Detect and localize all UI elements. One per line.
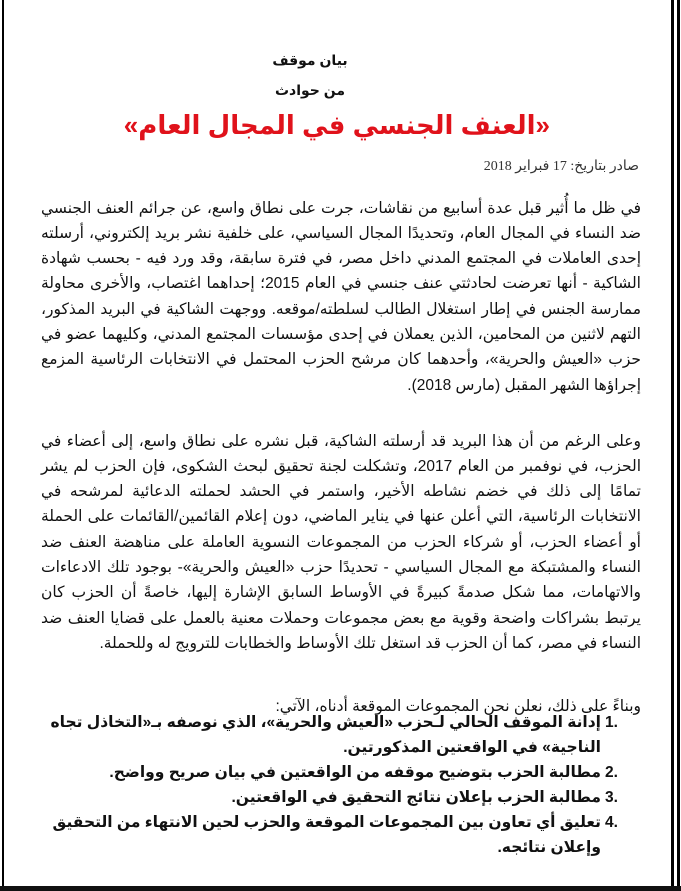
decision-item [41,760,641,785]
decision-item [41,710,641,760]
issued-date: صادر بتاريخ: 17 فبراير 2018 [483,159,639,174]
decision-text: إدانة الموقف الحالي لـحزب «العيش والحرية»، الذي نوصفه بـ«التخاذل تجاه الناجية» في الواقعتين المذكورتين. [50,714,601,756]
decision-number: 2. [605,764,618,781]
decision-text: مطالبة الحزب بإعلان نتائج التحقيق في الواقعتين. [231,789,601,806]
decision-number: 3. [605,789,618,806]
header-statement-label: بيان موقف [272,52,348,68]
decision-item [41,785,641,810]
decision-text: مطالبة الحزب بتوضيح موقفه من الواقعتين في بيان صريح وواضح. [109,764,601,781]
document-title: «العنف الجنسي في المجال العام» [123,110,550,140]
paragraph-2: وعلى الرغم من أن هذا البريد قد أرسلته الشاكية، قبل نشره على نطاق واسع، إلى أعضاء في الحزب، في نوفمبر من العام 2017، وتشكلت لجنة تحقيق لبحث الشكوى، فإن الحزب لم يشر تمامًا إلى ذلك في خضم نشاطه الأخير، واستمر في الحشد لحملته الدعائية لمرشحه في الانتخابات الرئاسية، التي أعلن عنها في يناير الماضي، دون إعلام القائمين/القائمات على الحملة أو أعضاء الحزب، أو شركاء الحزب من المجموعات النسوية العاملة على مناهضة العنف ضد النساء والمشتبكة مع المجال السياسي - تحديدًا حزب «العيش والحرية»- بوجود تلك الادعاءات والاتهامات، مما شكل صدمةً كبيرةً في الأوساط السابق الإشارة إليها، خاصةً أن الحزب كان يرتبط بشراكات واضحة وقوية مع بعض مجموعات وحملات معنية بالعمل على قضايا العنف ضد النساء في مصر، كما أن الحزب قد استغل تلك الأوساط والخطابات للترويج له وللحملة. [41,432,642,652]
page-border-bottom [0,886,681,891]
paragraph-1: في ظل ما أُثير قبل عدة أسابيع من نقاشات، جرت على نطاق واسع، عن جرائم العنف الجنسي ضد النساء في المجال العام، وتحديدًا المجال السياسي، على خلفية نشر بريد إلكتروني، أرسلته إحدى العاملات في المجتمع المدني داخل مصر، في فترة سابقة، وقد ورد فيه - بحسب شهادة الشاكية - أنها تعرضت لحادثتي عنف جنسي في العام 2015؛ إحداهما اغتصاب، والأخرى محاولة ممارسة الجنس في إطار استغلال الطالب لسلطته/موقعه. ووجهت الشاكية في البريد المذكور، التهم لاثنين من المحامين، الذين يعملان في إحدى مؤسسات المجتمع المدني، وكليهما عضو في حزب «العيش والحرية»، وأحدهما كان مرشح الحزب المحتمل في الانتخابات الرئاسية المزمع إجراؤها الشهر المقبل (مارس 2018). [41,199,641,394]
header-subject-label: من حوادث [274,82,346,98]
decision-number: 4. [605,814,618,831]
decision-number: 1. [605,714,618,731]
paragraph-3-intro: وبناءً على ذلك، نعلن نحن المجموعات الموقعة أدناه، الآتي: [275,697,641,715]
decisions-list [41,710,641,860]
decision-text: تعليق أي تعاون بين المجموعات الموقعة والحزب لحين الانتهاء من التحقيق وإعلان نتائجه. [52,814,601,856]
decision-item [41,810,641,860]
